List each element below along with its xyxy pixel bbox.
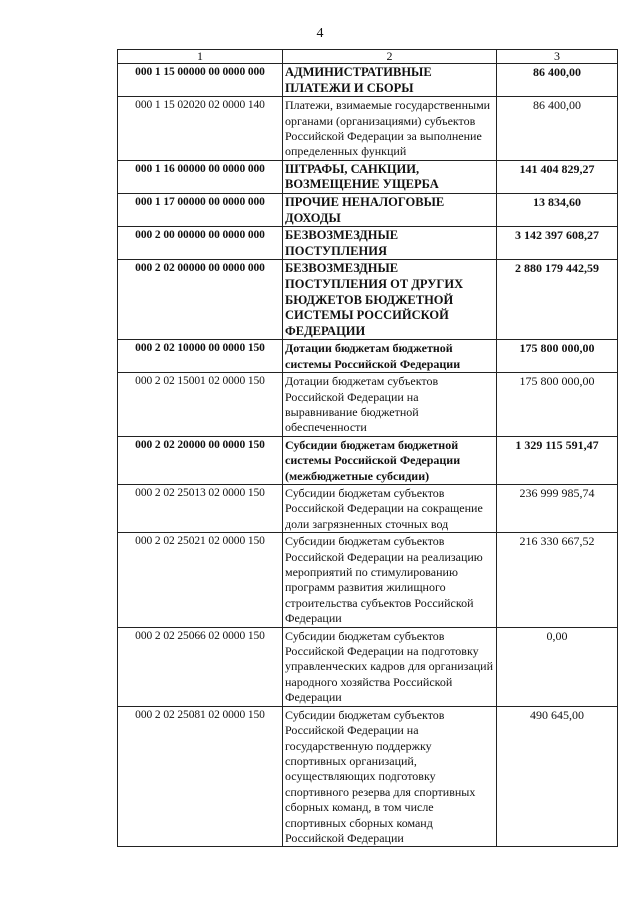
revenue-amount: 490 645,00 bbox=[497, 706, 618, 847]
revenue-item-name: Субсидии бюджетам субъектов Российской Федерации на сокращение доли загрязненных сточных вод bbox=[283, 485, 497, 533]
table-row bbox=[118, 340, 618, 373]
revenue-amount: 0,00 bbox=[497, 627, 618, 706]
revenue-amount: 86 400,00 bbox=[497, 97, 618, 161]
table-body bbox=[118, 64, 618, 847]
table-row bbox=[118, 227, 618, 260]
table-row bbox=[118, 97, 618, 161]
revenue-item-name: Субсидии бюджетам субъектов Российской Федерации на государственную поддержку спортивных организаций, осуществляющих подготовку спортивного резерва для спортивных сборных команд, в том числе спортивных сборных команд Российской Федерации bbox=[283, 706, 497, 847]
budget-classification-code: 000 2 02 25066 02 0000 150 bbox=[118, 627, 283, 706]
budget-classification-code: 000 1 17 00000 00 0000 000 bbox=[118, 194, 283, 227]
budget-classification-code: 000 1 16 00000 00 0000 000 bbox=[118, 160, 283, 193]
page-number: 4 bbox=[316, 26, 324, 41]
revenue-item-name: ШТРАФЫ, САНКЦИИ, ВОЗМЕЩЕНИЕ УЩЕРБА bbox=[283, 160, 497, 193]
revenue-item-name: Субсидии бюджетам бюджетной системы Российской Федерации (межбюджетные субсидии) bbox=[283, 436, 497, 484]
revenue-item-name: Субсидии бюджетам субъектов Российской Федерации на подготовку управленческих кадров для организаций народного хозяйства Российской Федерации bbox=[283, 627, 497, 706]
budget-classification-code: 000 1 15 02020 02 0000 140 bbox=[118, 97, 283, 161]
budget-classification-code: 000 2 02 25013 02 0000 150 bbox=[118, 485, 283, 533]
column-header-name: 2 bbox=[283, 50, 497, 64]
column-header-code: 1 bbox=[118, 50, 283, 64]
revenue-amount: 3 142 397 608,27 bbox=[497, 227, 618, 260]
revenue-amount: 13 834,60 bbox=[497, 194, 618, 227]
budget-classification-code: 000 2 02 00000 00 0000 000 bbox=[118, 260, 283, 340]
revenue-amount: 86 400,00 bbox=[497, 64, 618, 97]
revenue-item-name: БЕЗВОЗМЕЗДНЫЕ ПОСТУПЛЕНИЯ bbox=[283, 227, 497, 260]
revenue-item-name: Дотации бюджетам субъектов Российской Федерации на выравнивание бюджетной обеспеченности bbox=[283, 373, 497, 437]
budget-classification-code: 000 2 00 00000 00 0000 000 bbox=[118, 227, 283, 260]
revenue-item-name: ПРОЧИЕ НЕНАЛОГОВЫЕ ДОХОДЫ bbox=[283, 194, 497, 227]
budget-revenue-table bbox=[117, 49, 618, 847]
table-row bbox=[118, 436, 618, 484]
table-row bbox=[118, 706, 618, 847]
revenue-amount: 175 800 000,00 bbox=[497, 340, 618, 373]
table-row bbox=[118, 485, 618, 533]
table-row bbox=[118, 533, 618, 627]
revenue-amount: 175 800 000,00 bbox=[497, 373, 618, 437]
table-row bbox=[118, 194, 618, 227]
revenue-amount: 1 329 115 591,47 bbox=[497, 436, 618, 484]
revenue-amount: 236 999 985,74 bbox=[497, 485, 618, 533]
table-row bbox=[118, 627, 618, 706]
revenue-item-name: Дотации бюджетам бюджетной системы Российской Федерации bbox=[283, 340, 497, 373]
budget-classification-code: 000 2 02 25021 02 0000 150 bbox=[118, 533, 283, 627]
table-row bbox=[118, 160, 618, 193]
revenue-item-name: Платежи, взимаемые государственными органами (организациями) субъектов Российской Федерации за выполнение определенных функций bbox=[283, 97, 497, 161]
budget-classification-code: 000 2 02 15001 02 0000 150 bbox=[118, 373, 283, 437]
column-header-amount: 3 bbox=[497, 50, 618, 64]
budget-classification-code: 000 2 02 10000 00 0000 150 bbox=[118, 340, 283, 373]
budget-classification-code: 000 2 02 20000 00 0000 150 bbox=[118, 436, 283, 484]
table-header-row bbox=[118, 50, 618, 64]
revenue-amount: 141 404 829,27 bbox=[497, 160, 618, 193]
revenue-amount: 216 330 667,52 bbox=[497, 533, 618, 627]
revenue-item-name: Субсидии бюджетам субъектов Российской Федерации на реализацию мероприятий по стимулированию программ развития жилищного строительства субъектов Российской Федерации bbox=[283, 533, 497, 627]
revenue-amount: 2 880 179 442,59 bbox=[497, 260, 618, 340]
budget-classification-code: 000 1 15 00000 00 0000 000 bbox=[118, 64, 283, 97]
budget-classification-code: 000 2 02 25081 02 0000 150 bbox=[118, 706, 283, 847]
revenue-item-name: БЕЗВОЗМЕЗДНЫЕ ПОСТУПЛЕНИЯ ОТ ДРУГИХ БЮДЖЕТОВ БЮДЖЕТНОЙ СИСТЕМЫ РОССИЙСКОЙ ФЕДЕРАЦИИ bbox=[283, 260, 497, 340]
revenue-item-name: АДМИНИСТРАТИВНЫЕ ПЛАТЕЖИ И СБОРЫ bbox=[283, 64, 497, 97]
table-row bbox=[118, 373, 618, 437]
table-row bbox=[118, 64, 618, 97]
table-row bbox=[118, 260, 618, 340]
